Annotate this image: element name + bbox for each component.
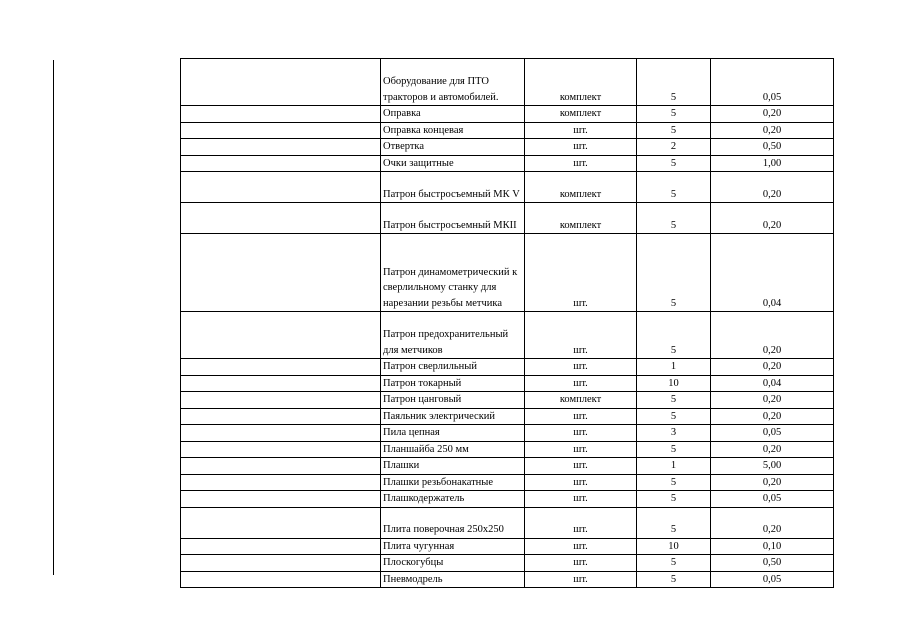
coefficient-cell: 0,20 <box>711 441 834 458</box>
equipment-table-body <box>181 59 834 588</box>
item-name: Патрон токарный <box>383 377 462 389</box>
item-name: Плита чугунная <box>383 540 455 552</box>
unit-cell: комплект <box>525 172 637 203</box>
row-blank-cell <box>181 571 381 588</box>
coefficient-cell: 0,05 <box>711 425 834 442</box>
unit-cell: шт. <box>525 555 637 572</box>
row-blank-cell <box>181 392 381 409</box>
item-name: Патрон динамометрический к сверлильному станку для нарезании резьбы метчика <box>383 266 518 309</box>
quantity-cell: 10 <box>637 538 711 555</box>
item-name-cell <box>381 155 525 172</box>
row-blank-cell <box>181 234 381 312</box>
row-blank-cell <box>181 359 381 376</box>
unit-cell: шт. <box>525 491 637 508</box>
item-name-cell <box>381 106 525 123</box>
item-name: Плита поверочная 250х250 <box>383 524 504 535</box>
unit-cell: комплект <box>525 392 637 409</box>
item-name: Очки защитные <box>383 157 454 169</box>
quantity-cell: 5 <box>637 172 711 203</box>
table-row <box>181 312 834 359</box>
item-name-cell <box>381 375 525 392</box>
table-row <box>181 59 834 106</box>
unit-cell: шт. <box>525 441 637 458</box>
coefficient-cell: 0,20 <box>711 474 834 491</box>
row-blank-cell <box>181 458 381 475</box>
unit-cell: шт. <box>525 139 637 156</box>
item-name-cell <box>381 507 525 538</box>
quantity-cell: 5 <box>637 122 711 139</box>
quantity-cell: 5 <box>637 155 711 172</box>
row-blank-cell <box>181 538 381 555</box>
item-name: Патрон сверлильный <box>383 361 477 372</box>
item-name-cell <box>381 172 525 203</box>
quantity-cell: 5 <box>637 474 711 491</box>
coefficient-cell: 0,04 <box>711 375 834 392</box>
table-row <box>181 507 834 538</box>
coefficient-cell: 0,05 <box>711 571 834 588</box>
unit-cell: шт. <box>525 375 637 392</box>
item-name: Плашки резьбонакатные <box>383 476 494 488</box>
item-name-cell <box>381 359 525 376</box>
item-name-cell <box>381 203 525 234</box>
table-row <box>181 425 834 442</box>
table-row <box>181 155 834 172</box>
quantity-cell: 1 <box>637 359 711 376</box>
coefficient-cell: 0,20 <box>711 312 834 359</box>
table-row <box>181 491 834 508</box>
unit-cell: шт. <box>525 155 637 172</box>
quantity-cell: 5 <box>637 59 711 106</box>
item-name: Оправка концевая <box>383 124 464 136</box>
item-name-cell <box>381 538 525 555</box>
table-row <box>181 234 834 312</box>
table-row <box>181 538 834 555</box>
item-name: Оправка <box>383 108 421 119</box>
unit-cell: комплект <box>525 203 637 234</box>
item-name-cell <box>381 441 525 458</box>
quantity-cell: 5 <box>637 312 711 359</box>
row-blank-cell <box>181 507 381 538</box>
item-name: Патрон цанговый <box>383 394 462 405</box>
row-blank-cell <box>181 474 381 491</box>
table-row <box>181 571 834 588</box>
item-name-cell <box>381 139 525 156</box>
table-row <box>181 172 834 203</box>
row-blank-cell <box>181 122 381 139</box>
row-blank-cell <box>181 106 381 123</box>
unit-cell: комплект <box>525 59 637 106</box>
coefficient-cell: 0,20 <box>711 172 834 203</box>
item-name-cell <box>381 122 525 139</box>
quantity-cell: 5 <box>637 571 711 588</box>
quantity-cell: 2 <box>637 139 711 156</box>
coefficient-cell: 0,50 <box>711 139 834 156</box>
quantity-cell: 5 <box>637 234 711 312</box>
row-blank-cell <box>181 59 381 106</box>
coefficient-cell: 0,20 <box>711 408 834 425</box>
item-name-cell <box>381 408 525 425</box>
quantity-cell: 3 <box>637 425 711 442</box>
coefficient-cell: 0,20 <box>711 106 834 123</box>
row-blank-cell <box>181 312 381 359</box>
table-row <box>181 392 834 409</box>
unit-cell: шт. <box>525 312 637 359</box>
row-blank-cell <box>181 203 381 234</box>
table-row <box>181 106 834 123</box>
quantity-cell: 5 <box>637 106 711 123</box>
unit-cell: комплект <box>525 106 637 123</box>
table-row <box>181 139 834 156</box>
quantity-cell: 10 <box>637 375 711 392</box>
unit-cell: шт. <box>525 474 637 491</box>
row-blank-cell <box>181 155 381 172</box>
coefficient-cell: 0,20 <box>711 203 834 234</box>
table-row <box>181 555 834 572</box>
row-blank-cell <box>181 139 381 156</box>
unit-cell: шт. <box>525 425 637 442</box>
item-name: Пневмодрель <box>383 573 443 585</box>
row-blank-cell <box>181 172 381 203</box>
table-row <box>181 203 834 234</box>
item-name: Отвертка <box>383 141 425 152</box>
row-blank-cell <box>181 425 381 442</box>
table-row <box>181 441 834 458</box>
item-name-cell <box>381 474 525 491</box>
page-margin-line <box>53 60 54 575</box>
quantity-cell: 5 <box>637 491 711 508</box>
coefficient-cell: 0,20 <box>711 122 834 139</box>
table-row <box>181 408 834 425</box>
row-blank-cell <box>181 408 381 425</box>
quantity-cell: 5 <box>637 408 711 425</box>
item-name: Пила цепная <box>383 427 440 438</box>
coefficient-cell: 1,00 <box>711 155 834 172</box>
row-blank-cell <box>181 491 381 508</box>
item-name: Плоскогубцы <box>383 557 444 568</box>
row-blank-cell <box>181 375 381 392</box>
quantity-cell: 5 <box>637 203 711 234</box>
coefficient-cell: 0,20 <box>711 392 834 409</box>
item-name-cell <box>381 571 525 588</box>
item-name: Плашки <box>383 460 420 471</box>
unit-cell: шт. <box>525 507 637 538</box>
quantity-cell: 5 <box>637 507 711 538</box>
unit-cell: шт. <box>525 458 637 475</box>
coefficient-cell: 0,04 <box>711 234 834 312</box>
item-name: Паяльник электрический <box>383 410 496 422</box>
table-row <box>181 474 834 491</box>
unit-cell: шт. <box>525 408 637 425</box>
unit-cell: шт. <box>525 538 637 555</box>
quantity-cell: 5 <box>637 392 711 409</box>
item-name: Патрон быстросъемный МК V <box>383 188 520 200</box>
table-row <box>181 122 834 139</box>
coefficient-cell: 0,10 <box>711 538 834 555</box>
item-name-cell <box>381 312 525 359</box>
quantity-cell: 5 <box>637 441 711 458</box>
coefficient-cell: 0,05 <box>711 59 834 106</box>
item-name-cell <box>381 59 525 106</box>
quantity-cell: 1 <box>637 458 711 475</box>
unit-cell: шт. <box>525 234 637 312</box>
item-name-cell <box>381 458 525 475</box>
quantity-cell: 5 <box>637 555 711 572</box>
coefficient-cell: 0,05 <box>711 491 834 508</box>
unit-cell: шт. <box>525 571 637 588</box>
equipment-table <box>180 58 834 588</box>
item-name-cell <box>381 425 525 442</box>
coefficient-cell: 0,20 <box>711 359 834 376</box>
item-name-cell <box>381 555 525 572</box>
coefficient-cell: 0,20 <box>711 507 834 538</box>
item-name-cell <box>381 234 525 312</box>
item-name: Плашкодержатель <box>383 493 465 504</box>
table-row <box>181 375 834 392</box>
table-row <box>181 359 834 376</box>
unit-cell: шт. <box>525 122 637 139</box>
row-blank-cell <box>181 555 381 572</box>
row-blank-cell <box>181 441 381 458</box>
item-name: Оборудование для ПТО тракторов и автомобилей. <box>383 76 499 103</box>
coefficient-cell: 0,50 <box>711 555 834 572</box>
item-name: Патрон предохранительный для метчиков <box>383 329 509 356</box>
item-name-cell <box>381 392 525 409</box>
unit-cell: шт. <box>525 359 637 376</box>
item-name: Планшайба 250 мм <box>383 443 469 455</box>
table-row <box>181 458 834 475</box>
item-name: Патрон быстросъемный МКII <box>383 219 517 231</box>
coefficient-cell: 5,00 <box>711 458 834 475</box>
item-name-cell <box>381 491 525 508</box>
